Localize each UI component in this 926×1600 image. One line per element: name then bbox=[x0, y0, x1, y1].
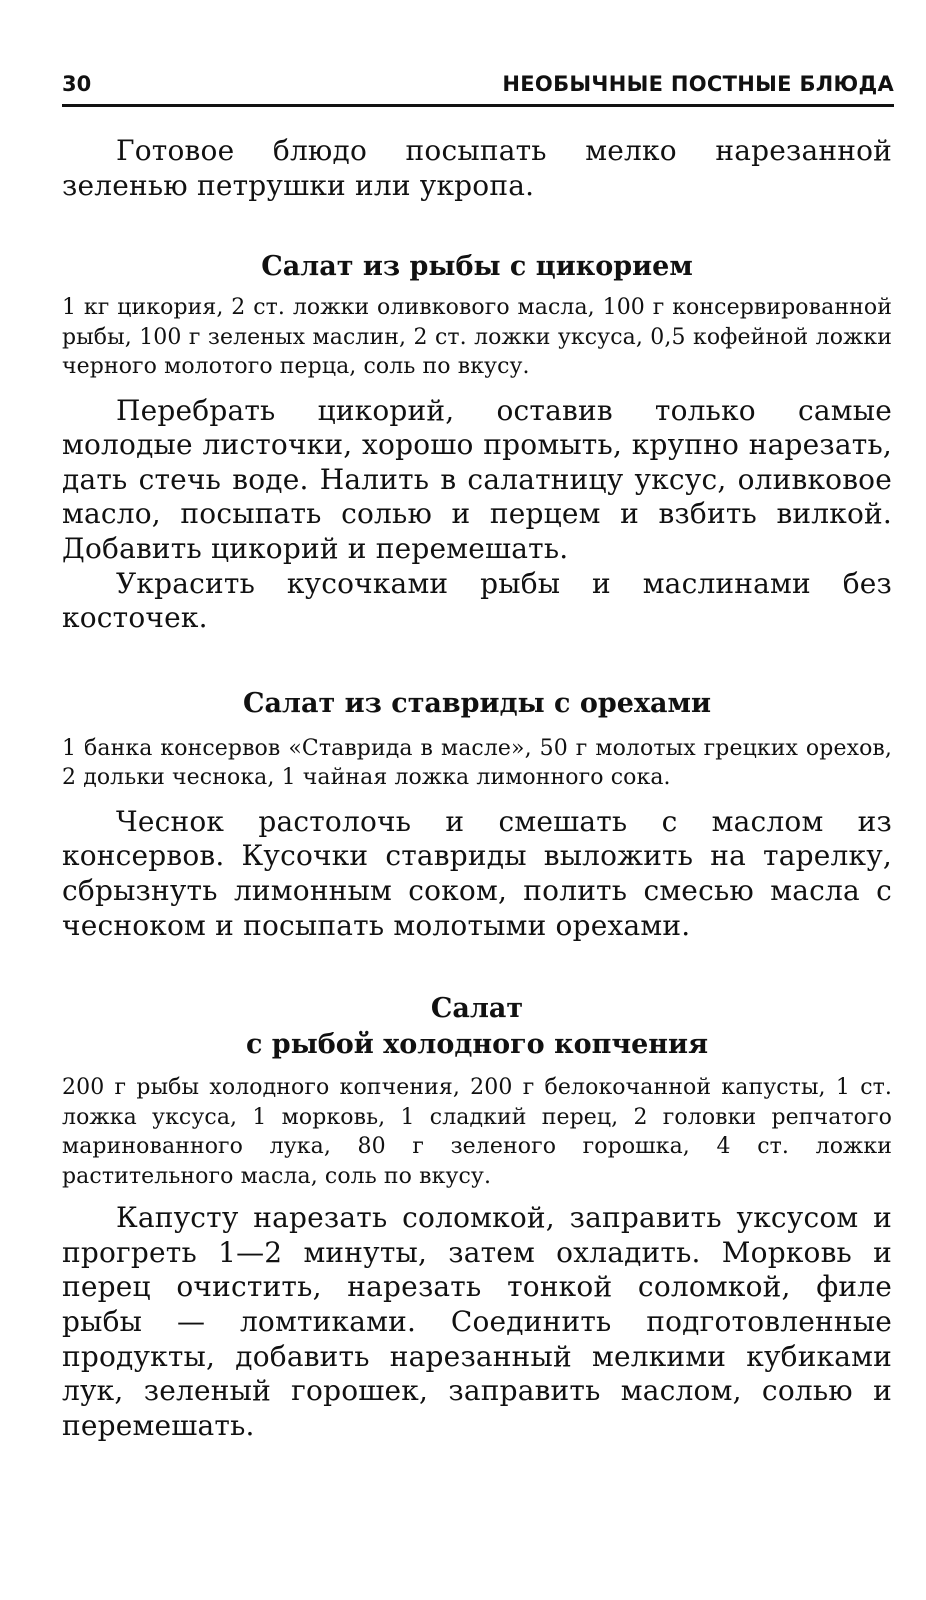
recipe-title-mackerel: Салат из ставриды с орехами bbox=[242, 687, 712, 719]
recipe-step-chicory-1: Перебрать цикорий, оставив только самые молодые листочки, хорошо промыть, крупно нарезать, дать стечь воде. Налить в салатницу уксус, оливковое масло, посыпать солью и перцем и взбить вилкой. Добавить цикорий и перемешать. bbox=[62, 393, 892, 566]
page-header bbox=[62, 70, 894, 107]
recipe-ingredients-chicory: 1 кг цикория, 2 ст. ложки оливкового масла, 100 г консервированной рыбы, 100 г зеленых маслин, 2 ст. ложки уксуса, 0,5 кофейной ложки черного молотого перца, соль по вкусу. bbox=[62, 295, 892, 380]
recipe-ingredients-mackerel: 1 банка консервов «Ставрида в масле», 50 г молотых грецких орехов, 2 дольки чеснока, 1 чайная ложка лимонного сока. bbox=[62, 735, 892, 791]
recipe-title-chicory: Салат из рыбы с цикорием bbox=[261, 251, 693, 283]
recipe-title-smoked-line2: с рыбой холодного копчения bbox=[245, 1029, 709, 1061]
intro-paragraph: Готовое блюдо посыпать мелко нарезанной зеленью петрушки или укропа. bbox=[62, 134, 892, 202]
running-head: НЕОБЫЧНЫЕ ПОСТНЫЕ БЛЮДА bbox=[502, 72, 894, 96]
recipe-ingredients-smoked: 200 г рыбы холодного копчения, 200 г белокочанной капусты, 1 ст. ложка уксуса, 1 морковь, 1 сладкий перец, 2 головки репчатого маринованного лука, 80 г зеленого горошка, 4 ст. ложки растительного масла, соль по вкусу. bbox=[62, 1075, 892, 1189]
page-content bbox=[62, 134, 892, 1443]
recipe-title-smoked-line1: Салат bbox=[430, 993, 524, 1025]
recipe-step-chicory-2: Украсить кусочками рыбы и маслинами без косточек. bbox=[62, 566, 892, 635]
recipe-step-smoked-1: Капусту нарезать соломкой, заправить уксусом и прогреть 1—2 минуты, затем охладить. Морковь и перец очистить, нарезать тонкой соломкой, филе рыбы — ломтиками. Соединить подготовленные продукты, добавить нарезанный мелкими кубиками лук, зеленый горошек, заправить маслом, солью и перемешать. bbox=[62, 1201, 892, 1442]
page-number: 30 bbox=[62, 72, 92, 96]
recipe-step-mackerel-1: Чеснок растолочь и смешать с маслом из консервов. Кусочки ставриды выложить на тарелку, сбрызнуть лимонным соком, полить смесью масла с чесноком и посыпать молотыми орехами. bbox=[62, 804, 892, 942]
